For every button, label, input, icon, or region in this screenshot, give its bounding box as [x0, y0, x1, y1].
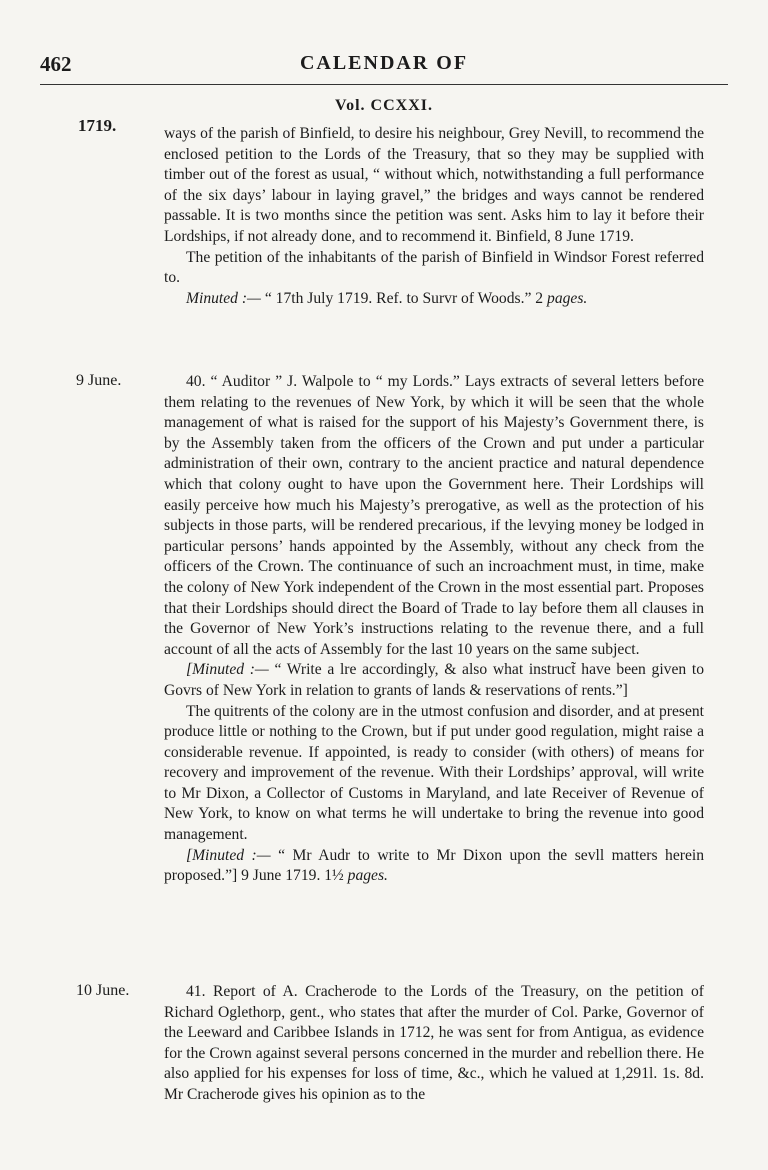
page-number: 462: [40, 52, 72, 76]
entry-paragraph: 41. Report of A. Cracherode to the Lords of the Treasury, on the petition of Richard Oglethorp, gent., who states that after the murder of Col. Parke, Governor of the Leeward and Caribbee Islands in 1712, he was sent for from Antigua, as evidence for the Crown against several persons concerned in the murder and rebellion there. He also applied for his expenses for loss of time, &c., which he valued at 1,291l. 1s. 8d. Mr Cracherode gives his opinion as to the: [164, 983, 704, 1103]
entry-paragraph: The quitrents of the colony are in the utmost confusion and disorder, and at present produce little or nothing to the Crown, but if put under good regulation, might raise a considerable revenue. If appointed, is ready to consider (with others) of means for recovery and improvement of the revenue. With their Lordships’ approval, will write to Mr Dixon, a Collector of Customs in Maryland, and late Receiver of Revenue of New York, to know on what terms he will undertake to bring the revenue into good management.: [164, 702, 704, 844]
minute-text: “ Mr Audr to write to Mr Dixon upon the sevll matters herein proposed.”] 9 June 1719. 1½: [164, 846, 705, 885]
minute-note: [164, 289, 704, 310]
entry-paragraph: The petition of the inhabitants of the parish of Binfield in Windsor Forest referred to.: [164, 248, 704, 287]
minute-note: [164, 846, 704, 887]
header-rule: [40, 84, 728, 85]
entry-40: [164, 372, 704, 887]
minute-label: Minuted :—: [186, 289, 261, 307]
entry-continuation: [164, 124, 704, 309]
margin-year: 1719.: [78, 116, 117, 135]
running-title: CALENDAR OF: [299, 52, 469, 74]
margin-date: 9 June.: [76, 372, 122, 389]
page-count: pages.: [347, 867, 388, 885]
minute-text: “ 17th July 1719. Ref. to Survr of Woods.” 2: [264, 289, 544, 307]
minute-note: [164, 660, 704, 701]
minute-text: “ Write a lre accordingly, & also what instruct̃ have been given to Govrs of New York in relation to grants of lands & reservations of rents.”]: [164, 661, 704, 699]
page-header: [40, 52, 728, 82]
minute-label: [Minuted :—: [186, 661, 269, 679]
margin-date: 10 June.: [76, 982, 130, 999]
volume-heading: Vol. CCXXI.: [335, 97, 433, 114]
entry-paragraph: 40. “ Auditor ” J. Walpole to “ my Lords.” Lays extracts of several letters before them relating to the revenues of New York, by which it will be seen that the whole management of what is raised for the support of his Majesty’s Government there, is by the Assembly taken from the officers of the Crown and put under a particular administration of their own, contrary to the ancient practice and natural dependence which that colony ought to have upon the Government here. Their Lordships will easily perceive how much his Majesty’s prerogative, as well as the protection of his subjects in those parts, will be rendered precarious, if the levying money be lodged in particular persons’ hands appointed by the Assembly, without any check from the officers of the Crown. The continuance of such an incroachment must, in time, make the colony of New York independent of the Crown in the most essential part. Proposes that their Lordships should direct the Board of Trade to lay before them all clauses in the Governor of New York’s instructions relating to the revenue there, and a full account of all the acts of Assembly for the last 10 years on the same subject.: [164, 373, 704, 658]
page-count: pages.: [547, 289, 588, 307]
entry-41: [164, 982, 704, 1106]
entry-paragraph: ways of the parish of Binfield, to desire his neighbour, Grey Nevill, to recommend the enclosed petition to the Lords of the Treasury, that so they may be supplied with timber out of the forest as usual, “ without which, notwithstanding a full performance of the six days’ labour in laying gravel,” the bridges and ways cannot be rendered passable. It is two months since the petition was sent. Asks him to lay it before their Lordships, if not already done, and to recommend it. Binfield, 8 June 1719.: [164, 125, 704, 245]
minute-label: [Minuted :—: [186, 846, 271, 864]
